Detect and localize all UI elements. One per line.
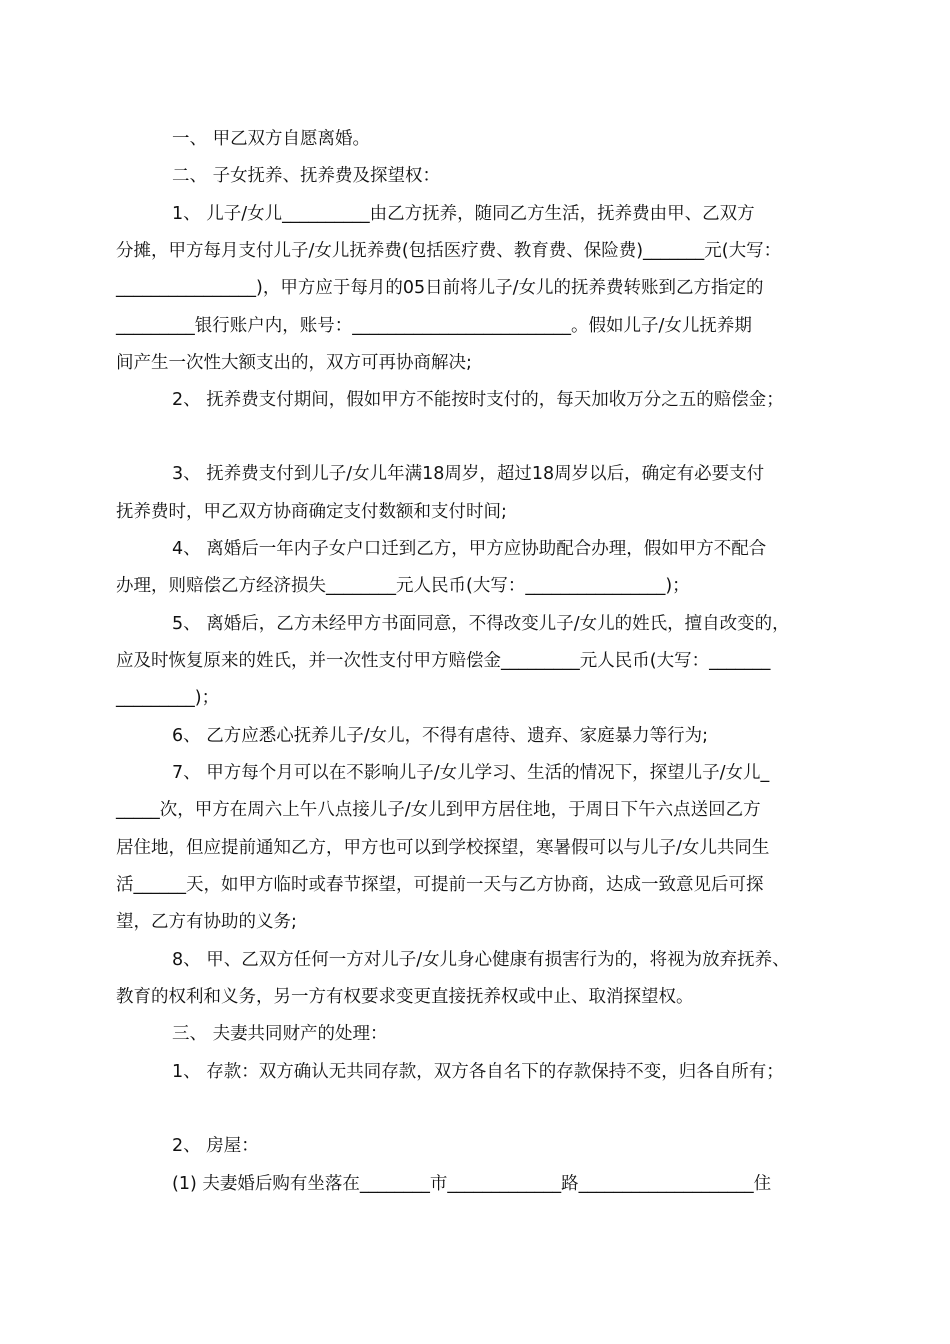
clause-2-2-line-1: 2、 抚养费支付期间，假如甲方不能按时支付的，每天加收万分之五的赔偿金； [172,390,784,410]
section-1-heading: 一、 甲乙双方自愿离婚。 [172,129,371,149]
clause-2-7-line-5: 望，乙方有协助的义务; [116,912,297,932]
clause-2-8-line-1: 8、 甲、乙双方任何一方对儿子/女儿身心健康有损害行为的，将视为放弃抚养、 [172,950,790,970]
clause-2-5-line-2: 应及时恢复原来的姓氏，并一次性支付甲方赔偿金_________元人民币(大写：_______ [116,651,771,671]
clause-2-5-line-1: 5、 离婚后，乙方未经甲方书面同意，不得改变儿子/女儿的姓氏，擅自改变的， [172,614,790,634]
clause-2-7-line-3: 居住地，但应提前通知乙方，甲方也可以到学校探望，寒暑假可以与儿子/女儿共同生 [116,838,770,858]
clause-2-8-line-2: 教育的权利和义务，另一方有权要求变更直接抚养权或中止、取消探望权。 [116,987,694,1007]
section-2-heading: 二、 子女抚养、抚养费及探望权： [172,166,441,186]
clause-2-7-line-2: _____次，甲方在周六上午八点接儿子/女儿到甲方居住地，于周日下午六点送回乙方 [116,800,761,820]
section-3-heading: 三、 夫妻共同财产的处理： [172,1024,388,1044]
clause-2-1-line-1: 1、 儿子/女儿__________由乙方抚养，随同乙方生活，抚养费由甲、乙双方 [172,204,755,224]
clause-2-1-line-3: ________________)，甲方应于每月的05日前将儿子/女儿的抚养费转账到乙方指定的 [116,278,764,298]
clause-2-3-line-2: 抚养费时，甲乙双方协商确定支付数额和支付时间; [116,502,507,522]
clause-2-3-line-1: 3、 抚养费支付到儿子/女儿年满18周岁，超过18周岁以后，确定有必要支付 [172,464,765,484]
clause-2-1-line-2: 分摊，甲方每月支付儿子/女儿抚养费(包括医疗费、教育费、保险费)_______元(大写： [116,241,782,261]
clause-2-7-line-1: 7、 甲方每个月可以在不影响儿子/女儿学习、生活的情况下，探望儿子/女儿_ [172,763,770,783]
clause-2-7-line-4: 活______天，如甲方临时或春节探望，可提前一天与乙方协商，达成一致意见后可探 [116,875,764,895]
clause-2-1-line-5: 间产生一次性大额支出的，双方可再协商解决; [116,353,472,373]
clause-2-5-line-3: _________)； [116,688,220,708]
clause-2-4-line-1: 4、 离婚后一年内子女户口迁到乙方，甲方应协助配合办理，假如甲方不配合 [172,539,767,559]
clause-3-1-line-1: 1、 存款：双方确认无共同存款，双方各自名下的存款保持不变，归各自所有； [172,1062,784,1082]
clause-3-2-item-1-line-1: (1) 夫妻婚后购有坐落在________市_____________路____________________住 [172,1174,772,1194]
clause-2-4-line-2: 办理，则赔偿乙方经济损失________元人民币(大写：________________)； [116,576,690,596]
clause-2-6-line-1: 6、 乙方应悉心抚养儿子/女儿，不得有虐待、遗弃、家庭暴力等行为; [172,726,708,746]
clause-2-1-line-4: _________银行账户内，账号：_________________________。假如儿子/女儿抚养期 [116,316,752,336]
clause-3-2-heading: 2、 房屋： [172,1136,259,1156]
